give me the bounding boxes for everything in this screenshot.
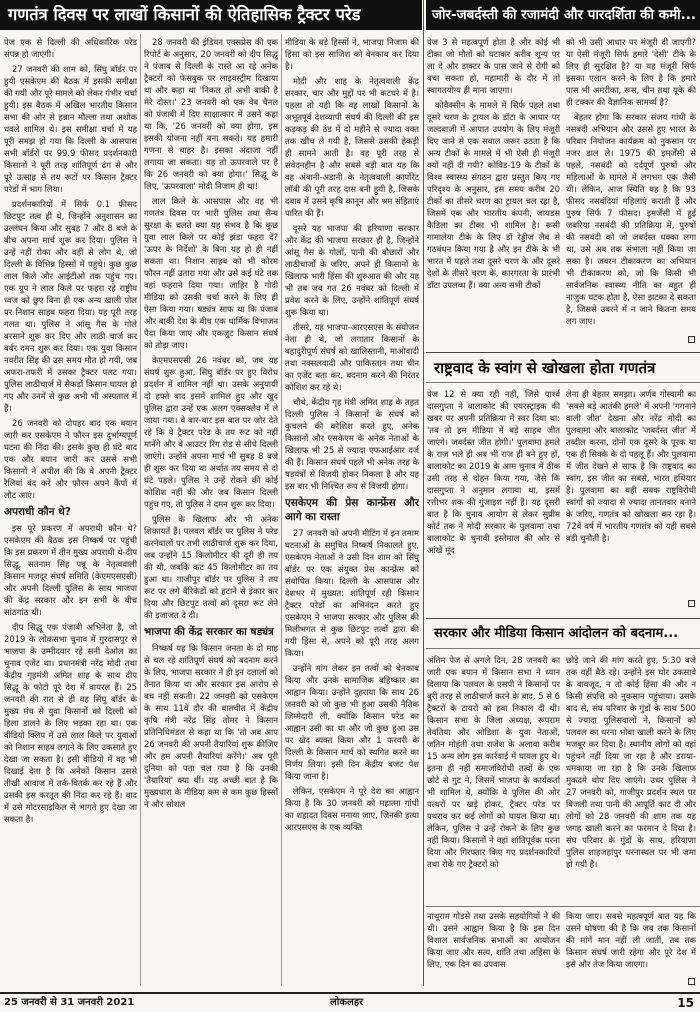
end-mark	[688, 336, 695, 343]
main-article-col2	[144, 36, 278, 986]
republic-article-right	[566, 388, 696, 600]
paragraph: 28 जनवरी की इंडियन एक्सप्रेस की एक रिपोर्ट के अनुसार, 20 जनवरी को दीप सिद्धू ने पंजाब से दिल्ली के रास्ते आ रहे अनेक ट्रैक्टरों को फेसबुक पर लाइवस्ट्रीम दिखाया था और कहा था 'निकल तो अभी बाकी है मेरे दोस्त।' 23 जनवरी को एक वेब चैनल को पंजाबी में दिए साक्षात्कार में उसने कहा था कि, '26 जनवरी को क्या होगा, इस इसकी योजना नहीं बना सकते। यह हमारी गणना से बाहर है। इसका अंदाजा नहीं लगाया जा सकता। यह तो ऊपरवाले पर है कि 26 जनवरी को क्या होगा।' सिद्धू के लिए, 'ऊपरवाला' मोदी निजाम ही था!	[144, 37, 278, 191]
paragraph: 27 जनवरी की शाम को, सिंघु बॉर्डर पर हुयी एसकेएम की बैठक में इसकी समीक्षा की गयी और पूरे मामले को लेकर गंभीर चर्चा हुयी। इस बैठक में अखिल भारतीय किसान सभा की ओर से हन्नान मौल्ला तथा अशोक धवले शामिल थे। इस समीक्षा चर्चा में यह पूरी समझ हो गया कि दिल्ली के आसपास सभी बॉर्डरों पर 99.9 फीसद प्रदर्शनकारी किसानों ने पूरी तरह शांतिपूर्ण ढंग से और पूरे उत्साह से तय रूटों पर किसान ट्रैक्टर परेडों में भाग लिया।	[4, 64, 137, 194]
section-rule	[426, 618, 700, 619]
paragraph: छोड़े जाने की मांग करते हुए, 5:30 बजे तक वहीं बैठे रहे। उन्होंने इस घोर उकसावे के बावजूद, न तो कोई हिंसा की और न किसी संपत्ति को नुकसान पहुंचाया। उसके बाद से, संघ परिवार के गुंडों के साथ 500 से ज्यादा पुलिसवालों ने, किसानों को पलवल का धरना भोवा खाली करने के लिए मजबूर कर दिया है। स्थानीय लोगों को वहां पहुंचने नहीं दिया जा रहा है और डराया-धमकाया जा रहा है कि उनके खिलाफ मुकदमे थोप दिए जाएंगे। उधर पुलिस ने 27 जनवरी को, गाजीपुर प्रदर्शन स्थल पर बिजली तथा पानी की आपूर्ति काट दी और लोगों को 28 जनवरी की शाम तक यह जगह खाली करने का फरमान दे दिया है। संघ परिवार के गुंडों के साथ, हरियाणा पुलिस शाहजहांपुर धरनास्थल पर भी जमा हो गयी है।	[566, 655, 696, 869]
paragraph: किया जाए। सबसे महत्वपूर्ण बात यह कि उसने घोषणा की है कि जब तक किसानों की मांगें मान नहीं ली जातीं, तब तक किसान संघर्ष जारी रहेगा और पूरे देश में इसे और तेज किया जाएगा।	[566, 911, 696, 969]
paragraph: उन्होंने मांग लेकर इन तत्वों को बेनकाब किया और उनके सामाजिक बहिष्कार का आह्वान किया। उन्होंने दुहराया कि साथ 26 जनवरी को जो कुछ भी हुआ उसकी नैतिक जिम्मेदारी ली, क्योंकि किसान परेड का आह्वान उसी का था और जो कुछ हुआ उस पर खेद व्यक्त किया और 1 फरवरी के दिल्ली के किसान मार्च को स्थगित करने का निर्णय लिया। इसी दिन केंद्रीय बजट पेश किया जाना है।	[285, 663, 419, 781]
paragraph: लेकिन, एसकेएम ने पूरे देश का आह्वान किया है कि 30 जनवरी को महात्मा गांधी का शहादत दिवस मनाया जाए, जिनकी हत्या आरएसएस के एक व्यक्ति	[285, 786, 419, 832]
paragraph: 27 जनवरी को अपनी मीटिंग में इन तमाम घटनाओं के समुचित निष्कर्ष निकालते हुए, एसकेएम नेताओं ने उसी दिन शाम को सिंघु बॉर्डर पर एक संयुक्त प्रेस कान्फ्रेंस को संबोधित किया। दिल्ली के आसपास और देशभर में मुख्यत: शांतिपूर्ण रही किसान ट्रैक्टर परेडों का अभिनंदन करते हुए एसकेएम ने भाजपा सरकार और पुलिस की मिलीभगत से कुछ छिटपुट तत्वों द्वारा की गयी हिंसा से, अपने को पूरी तरह अलग किया।	[285, 528, 419, 658]
govt-article-col3	[427, 910, 560, 988]
paragraph: पेज एक से दिल्ली की अधिकारिक परेड संपन्न हो जाएगी।	[4, 37, 137, 59]
title-rule	[426, 382, 700, 383]
main-article-col1	[4, 36, 137, 986]
govt-article-col1	[427, 654, 560, 899]
subheading-press-conference: एसकेएम की प्रेस कान्फ्रेंस और आगे का रास्ता	[285, 497, 419, 523]
side-headline: जोर-जबर्दस्ती की रजामंदी और पारदर्शिता की कमी...	[426, 0, 700, 30]
side-article-left	[427, 36, 560, 336]
govt-article-col4	[566, 910, 696, 988]
subheading-culprits: अपराधी कौन थे?	[4, 506, 71, 518]
republic-article-title: राष्ट्रवाद के स्वांग से खोखला होता गणतंत्र	[434, 359, 656, 377]
paragraph: चौथे, केंद्रीय गृह मंत्री अमित शाह के तहत दिल्ली पुलिस ने किसानों के संघर्ष को कुचलने की कोशिश करते हुए, अनेक किसानों और एसकेएम के अनेक नेताओं के खिलाफ भी 25 से ज्यादा एफआईआर दर्ज की हैं। किसान संघर्ष पहले भी अनेक तरह के षड़यंत्रों से विजयी होकर निकला है और यह इस बार भी निश्चित रूप से विजयी होगा।	[285, 397, 419, 491]
section-rule	[426, 352, 700, 353]
paragraph: मीडिया के बड़े हिस्सों ने, भाजपा निजाम की हिंसा को इस साजिश को बेनकाब कर दिया है।	[285, 37, 419, 71]
paragraph: मोदी और शाह के नेतृत्ववाली केंद्र सरकार, चार और मुद्दों पर भी कटघरे में है। पहला तो यही कि वह लाखों किसानों के अभूतपूर्व देशव्यापी संघर्ष की दिल्ली की इस कड़कड़ की ठंड में दो महीने से ज्यादा वक्त तक खींच ले गयी है, जिससे उसकी हेकड़ी ही सामने आती है। वह पूरी तरह से संवेदनहीन है और सबसे बड़ी बात यह कि वह अंबानी-अडानी के नेतृत्ववाली कार्पोरेट लॉबी की पूरी तरह दास बनी हुयी है, जिसके दबाव में उसने कृषि कानून और श्रम संहिताएं पारित की हैं।	[285, 76, 419, 218]
paragraph: बेहतर होगा कि सरकार संजय गांधी के नसबंदी अभियान और उससे हुए भारत के परिवार नियोजन कार्यक्रम को नुकसान पर नजर डाल ले। 1975 की इमर्जेंसी से पहले, नसबंदी को दर्दपूर्ण पुरुषों और महिलाओं के मामले में लगभग एक जैसी थी। लेकिन, आज स्थिति यह है कि 93 फीसद नसबंदियां महिलाएं कराती हैं और पुरुष सिर्फ 7 फीसद। इमर्जेंसी में हुई जबरिया नसबंदी की प्रतिक्रिया में, पुरुषों की नसबंदी को जो जबर्दस्त धक्का लगा था, उसे अब तक संभाला नहीं किया जा सका है। जबरन टीकाकरण का अभियान भी टीकाकरण को, जो कि किसी भी सार्वजनिक स्वास्थ्य नीति का बहुत ही नाजुक घटक होता है, ऐसा झटका दे सकता है, जिससे उबरने में न जाने कितना समय लग जाए।	[566, 112, 696, 326]
paragraph: इस पूरे प्रकरण में अपराधी कौन थे? एसकेएम की बैठक इस निष्कर्ष पर पहुंची कि इस प्रकरण में तीन मुख्य अपराधी थे-दीप सिद्धू, सतनाम सिंह पन्नू के नेतृत्ववाली किसान मजदूर संघर्ष समिति (केएमएसएसी) और अपनी दिल्ली पुलिस के साथ भाजपा की केंद्र सरकार और इन सभी के बीच सांठगांठ थी।	[4, 523, 137, 617]
paragraph: 26 जनवरी को दोपहर बाद एक बयान जारी कर एसकेएम ने फौरन इस दुर्भाग्यपूर्ण घटना की निंदा की। इसके कुछ ही घंटे बाद एक और बयान जारी कर उससे सभी किसानों ने अपील की कि वे अपनी ट्रैक्टर रैलियां बंद करें और फौरन अपने कैंपों में लौट आएं।	[4, 418, 137, 500]
paragraph: लेना ही बेहतर समझा। अर्णब गोस्वामी का 'सबसे बड़े आतंकी हमले' में अपनी 'गगनाने वाली जीत' देखना और नरेंद्र मोदी का पुलवामा और बालाकोट 'जबर्दस्त जीत' में तब्दील करना, दोनों एक दूसरे के पूरक या एक ही सिक्के के दो पहलू हैं। और पुलवामा में जीत देखने से साफ है कि राष्ट्रवाद का स्वांग, इस जीत का सबसे, भारत हथियार है। पुलवामा का यही सबक राष्ट्रविरोधी स्वांगों को ज्यादा से ज्यादा तानतवार बनाने के जरिए, गणतंत्र को खोखला कर रहा है। 72वें वर्ष में भारतीय गणतंत्र को यही सबसे बड़ी चुनौती है।	[566, 389, 696, 543]
paragraph: को भी उसी आधार पर मंजूरी दी जाएगी? या ऐसी मंजूरी सिर्फ हमारे 'देसी' टीके के लिए ही सुरक्षित है? या यह मंजूरी सिर्फ इसका एलान करने के लिए है कि हमारे पास भी अमरीका, रूस, चीन तथा यूके की ही टक्कर की वैज्ञानिक सामर्थ्य है?	[566, 37, 696, 107]
main-headline: गणतंत्र दिवस पर लाखों किसानों की ऐतिहासिक ट्रैक्टर परेड	[0, 0, 422, 30]
end-mark	[688, 600, 695, 607]
paragraph: निष्कर्ष यह कि किसान जनता के दो माह से चल रहे शांतिपूर्ण संघर्ष को बदनाम करने के लिए, भाजपा सरकार ने ही इन दलालों को तैनात किया था और सरकार इस आरोप से बच नहीं सकती। 22 जनवरी को एसकेएम के साथ 11वें दौर की बातचीत में केंद्रीय कृषि मंत्री नरेंद्र सिंह तोमर ने किसान प्रतिनिधिमंडल से कहा था कि 'तो अब आप 26 जनवरी की अपनी तैयारियां शुरू कीजिए और हम अपनी तैयारियां करेंगे।' अब पूरी दुनिया को पता चल गया है कि उनकी 'तैयारियां' क्या थीं। यह अच्छी बात है कि मुख्यधारा के मीडिया कम से कम कुछ हिस्सों ने और सोशल	[144, 643, 278, 809]
section-rule	[423, 0, 424, 986]
paragraph: नाथूराम गोडसे तथा उसके सहयोगियों ने की थी। उसने आह्वान किया है कि इस दिन विशाल सार्वजनिक सभाओं का आयोजन किया जाए और सत्य, शांति तथा अहिंसा के लिए, एक दिन का उपवास	[427, 911, 560, 969]
paragraph: दूसरे यह भाजपा की हरियाणा सरकार और केंद्र की भाजपा सरकार ही है, जिन्होंने आंसू गैस के गोलों, पानी की बौछारों और लाठीचार्जों के जरिए, अपने ही किसानों के खिलाफ भारी हिंसा की शुरुआत की और यह भी तब जब गत 26 नवंबर को दिल्ली में प्रवेश करने के लिए, उन्होंने शांतिपूर्ण संघर्ष शुरू किया था।	[285, 223, 419, 317]
republic-article-left	[427, 388, 560, 600]
govt-article-title: सरकार और मीडिया किसान आंदोलन को बदनाम...	[434, 626, 679, 641]
publication-name: लोकलहर	[330, 997, 364, 1008]
title-rule	[426, 648, 700, 649]
govt-article-col2	[566, 654, 696, 899]
page-footer	[0, 992, 700, 1012]
paragraph: दीप सिद्धू एक पंजाबी अभिनेता है, जो 2019 के लोकसभा चुनाव में गुरदासपुर से भाजपा के उम्मीदवार रहे सनी देओल का चुनाव एजेंट था। प्रधानमंत्री नरेंद्र मोदी तथा केंद्रीय गृहमंत्री अमित शाह के साथ दीप सिद्धू के फोटो पूरे देश में वायरल हैं। 25 जनवरी की रात से ही वह सिंघु बॉर्डर के मुख्य मंच से युवा किसानों को दिल्ली को हिला डालने के लिए भड़का रहा था। एक वीडियो क्लिप में उसे लाल किले पर युवाओं को निशान साहब लगाने के लिए उकसाते हुए देखा जा सकता है। इसी वीडियो में वह भी दिखाई देता है कि अनेकों किसान उससे तीखी आवाज में तर्क-वितर्क कर रहे हैं और उसकी इस करतूत की निंदा कर रहे हैं। बाद में उसे मोटरसाइकिल से भागते हुए देखा जा सकता है।	[4, 622, 137, 824]
paragraph: लाल किले के आसपास और वह भी गणतंत्र दिवस पर भारी पुलिस तथा सैन्य सुरक्षा के चलते क्या यह संभव है कि कुछ युवा लाल किले पर कोई झंडा फहरा दें? 'ऊपर के निर्देशों' के बिना यह हो ही नहीं सकता था। निशान साहब को भी कोरम फौरन नहीं उतारा गया और उसे कई घंटे तक वहां फहराने दिया गया। जाहिर है गोदी मीडिया को उसकी चर्चा करने के लिए ही ऐसा किया गया। षड्यंत्र साफ था कि पंजाब और बाकी देश के बीच एक धार्मिक विभाजन पैदा किया जाए और एकजुट किसान संघर्ष को तोड़ा जाए।	[144, 196, 278, 350]
paragraph: अंतिम पेज से अगले दिन, 28 जनवरी का जारी एक बयान में किसान सभा ने ध्यान दिलाया कि पलवल के एसपी ने किसानों पर बुरी तरह से लाठीचार्ज करने के बाद, 5 से 6 ट्रैक्टरों के टायरों को हवा निकाल दी थी। किसान सभा के जिला अध्यक्ष, रूपराम तेवतिया और ओडिशा के युवा नेताओं, जतिन मोहंती तथा राजेश के अलावा करीब 15 अन्य लोग इस कार्रवाई में घायल हुए थे। इतना ही नहीं समाजविरोधी तत्वों के एक छोटे से गुट ने, जिसमें भाजपा के कार्यकर्ता भी शामिल थे, क्योंकि वे पुलिस की ओर पत्थरों पर खड़े होकर, ट्रैक्टर परेड पर पथराव कर कई लोगों को घायल किया था। लेकिन, पुलिस ने उन्हें रोकने के लिए कुछ नहीं किया। किसानों ने वहां शांतिपूर्वक धरना दिया और गिरफ्तार किए गए प्रदर्शनकारियों तथा रोके गए ट्रैक्टरों को	[427, 655, 560, 869]
page-number: 15	[677, 996, 694, 1010]
paragraph: प्रदर्शनकारियों में सिर्फ 0.1 फीसद छिटपुट तत्व ही थे, जिन्होंने अनुशासन का उल्लंघन किया और सुबह 7 और 8 बजे के बीच अपना मार्च शुरू कर दिया। पुलिस ने उन्हें नहीं रोका और वहीं से लोग थे, जो दिल्ली के विभिन्न हिस्सों में पहुंचे। कुछ कुछ लाल किले और आईटीओ तक पहुंच गए। एक ग्रुप ने लाल किले पर फहरा रहे राष्ट्रीय ध्वज को छुए बिना ही एक अन्य खाली पोल पर निशान साहब फहरा दिया। यह पूरी तरह गलत था। पुलिस ने आंसू गैस के गोले बरसाने शुरू कर दिए और लाठी चार्ज कर बर्बर दमन शुरू कर दिया। एक युवा किसान नवरीत सिंह की उस समय मौत हो गयी, जब अफरा-तफरी में उसका ट्रैक्टर पलट गया। पुलिस लाठीचार्ज में सैकड़ों किसान घायल हो गए और उनमें से कुछ अभी भी अस्पताल में हैं।	[4, 199, 137, 413]
column-rule	[140, 34, 141, 986]
paragraph: पुलिस के खिलाफ और भी अनेक शिकायतें हैं। पलवल बॉर्डर पर पुलिस ने परेड करनेवालों पर तभी लाठीचार्ज शुरू कर दिया, जब उन्होंने 15 किलोमीटर की दूरी ही तय की थी, जबकि कट 45 किलोमीटर का तय हुआ था। गाजीपुर बॉर्डर पर पुलिस ने तय रूट पर लगे बैरिकेडों को हटाने से इंकार कर दिया और छिटपुट तत्वों को दूसरा रूट लेने की इजाजत दे दी।	[144, 514, 278, 620]
paragraph: पेज 3 से महत्वपूर्ण होता है और कोई भी टीका जो मौतों को घटाकर करीब शून्य पर ला दे और डाक्टर के पास जाने से रोगी को बचा सकता हो, महामारी के दौर में तो स्वागतयोग्य ही माना जाएगा।	[427, 37, 560, 95]
column-rule	[281, 34, 282, 986]
subheading-conspiracy: भाजपा की केंद्र सरकार का षड्यंत्र	[144, 626, 274, 638]
paragraph: तीसरे, यह भाजपा-आरएसएस के संयोजन नेता ही थे, जो लगातार किसानों के बहादुरीपूर्ण संघर्ष को खालिस्तानी, माओवादी तथा नक्सलवादी और पाकिस्तान तथा चीन का एजेंट बता कर, बदनाम करने की निरंतर कोशिश कर रहे थे।	[285, 322, 419, 392]
side-article-right	[566, 36, 696, 336]
paragraph: केएमएसएसी 26 नवंबर को, जब यह संघर्ष शुरू हुआ, सिंघु बॉर्डर पर हुए विरोध प्रदर्शन में शामिल नहीं था। उसके अनुयायी दो हफ्ते बाद इसमें शामिल हुए और खुद पुलिस द्वारा उन्हें एक अलग एक्सक्लेव में ले जाया गया। वे बार-बार इस बात पर जोर देते रहे कि वे ट्रैक्टर परेड के तय रूट को नहीं मानेंगे और वे आउटर रिंग रोड से सीधे दिल्ली जाएंगे। उन्होंने अपना मार्च भी सुबह 8 बजे ही शुरू कर दिया था अर्थात तय समय से दो घंटे पहले। पुलिस ने उन्हें रोकने की कोई कोशिश नहीं की और जब किसान दिल्ली पहुंच गए, तो पुलिस ने दमन शुरू कर दिया।	[144, 355, 278, 509]
end-mark	[688, 978, 695, 985]
issue-date: 25 जनवरी से 31 जनवरी 2021	[4, 997, 135, 1008]
paragraph: पेज 12 से क्या रही नहीं, जिसे पार्श्व दासगुप्ता ने बालाकोट की एयरस्ट्राइक की खबर पर अपनी प्रतिक्रिया में स्वर दिया था: 'तब तो हम मीडिया में बड़े साहब जीत जाएंगे। जबर्दस्त जीत होगी।' पुलवामा हमले के राज भले ही अब भी राज ही बने हुए हों, बालाकोट का 2019 के आम चुनाव में ठीक उसी तरह से दोहन किया गया, जैसे कि दासगुप्ता ने अनुमान लगाया था, इसमें रत्तीभर शक की गुंजाइश नहीं है। यह दूसरी बात है कि चुनाव आयोग से लेकर सुप्रीम कोर्ट तक ने मोदी सरकार के पुलवामा तथा बालाकोट के चुनावी इस्तेमाल की ओर से आंखें मूंद	[427, 389, 560, 555]
paragraph: कोवैक्सीन के मामले में सिर्फ पहले तथा दूसरे चरण के ट्रायल के डॉटा के आधार पर जल्दबाजी में आपात उपयोग के लिए मंजूरी दिए जाने से एक सवाल जरूर उठता है कि अन्य टीकों के मामले में भी ऐसी ही मंजूरी क्यों नहीं दी गयी? कोविड-19 के टीकों के विश्व स्वास्थ्य संगठन द्वारा प्रस्तुत किए गए परिदृश्य के अनुसार, इस समय करीब 20 टीकों का तीसरे चरण का ट्रायल चल रहा है, जिसमें एक और भारतीय कंपनी, जायडस कैडिला का टीका भी शामिल है। रूसी गामालेया टीके के लिए डॉ रेड्डीज लैब से गठबंधन किया गया है और इन टीके के भी भारत में पहले तथा दूसरे चरण के और दूसरे देशों के तीसरे चरण के, कारगरता के प्रारंभी डॉटा उपलब्ध हैं। क्या अन्य सभी टीकों	[427, 100, 560, 290]
section-rule	[426, 906, 700, 907]
main-article-col3	[285, 36, 419, 986]
